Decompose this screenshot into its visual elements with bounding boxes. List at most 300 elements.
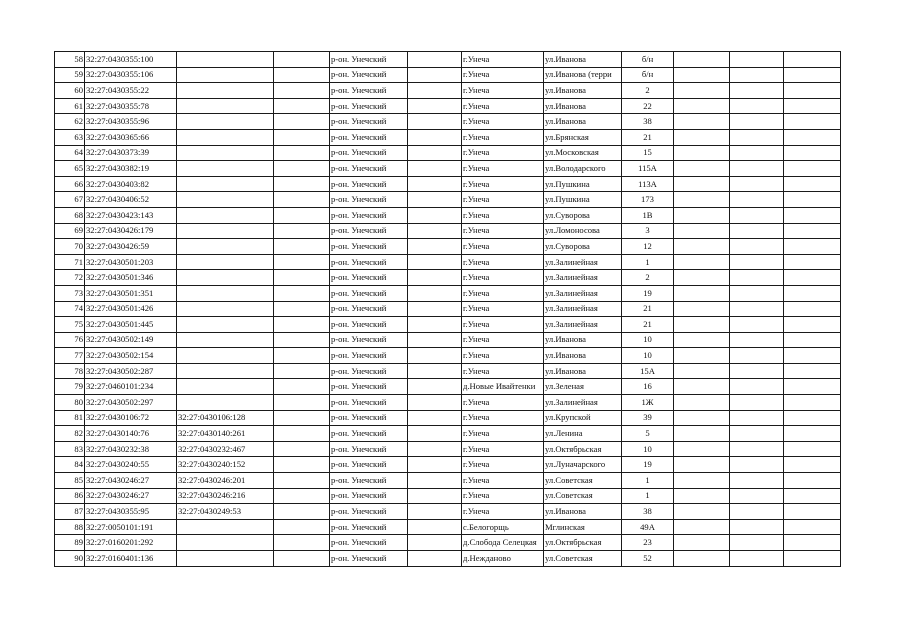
- empty-cell: [408, 207, 462, 223]
- empty-cell: [784, 441, 841, 457]
- street-cell: ул.Ленина: [544, 426, 622, 442]
- house-number-cell: 5: [622, 426, 674, 442]
- cadastral-number-cell: 32:27:0430106:72: [85, 410, 177, 426]
- empty-cell: [408, 379, 462, 395]
- empty-cell: [408, 504, 462, 520]
- empty-cell: [674, 410, 730, 426]
- house-number-cell: 10: [622, 332, 674, 348]
- table-row: [55, 301, 841, 317]
- cadastral-number-cell: 32:27:0430403:82: [85, 176, 177, 192]
- related-cadastral-cell: [177, 254, 274, 270]
- cadastral-number-cell: 32:27:0430355:96: [85, 114, 177, 130]
- house-number-cell: 38: [622, 114, 674, 130]
- related-cadastral-cell: [177, 317, 274, 333]
- locality-cell: г.Унеча: [462, 129, 544, 145]
- empty-cell: [408, 161, 462, 177]
- empty-cell: [274, 410, 330, 426]
- street-cell: ул.Залинейная: [544, 254, 622, 270]
- table-row: [55, 426, 841, 442]
- locality-cell: г.Унеча: [462, 223, 544, 239]
- empty-cell: [408, 317, 462, 333]
- table-row: [55, 504, 841, 520]
- table-row: [55, 52, 841, 68]
- house-number-cell: 23: [622, 535, 674, 551]
- row-number-cell: 82: [55, 426, 85, 442]
- related-cadastral-cell: [177, 379, 274, 395]
- house-number-cell: 19: [622, 285, 674, 301]
- row-number-cell: 90: [55, 551, 85, 567]
- related-cadastral-cell: [177, 145, 274, 161]
- empty-cell: [730, 223, 784, 239]
- locality-cell: г.Унеча: [462, 52, 544, 68]
- empty-cell: [730, 270, 784, 286]
- cadastral-number-cell: 32:27:0460101:234: [85, 379, 177, 395]
- table-row: [55, 239, 841, 255]
- related-cadastral-cell: [177, 67, 274, 83]
- empty-cell: [408, 98, 462, 114]
- row-number-cell: 84: [55, 457, 85, 473]
- empty-cell: [408, 129, 462, 145]
- empty-cell: [674, 363, 730, 379]
- related-cadastral-cell: [177, 52, 274, 68]
- district-cell: р-он. Унечский: [330, 114, 408, 130]
- row-number-cell: 87: [55, 504, 85, 520]
- table-row: [55, 379, 841, 395]
- table-row: [55, 410, 841, 426]
- table-body: [55, 52, 841, 567]
- row-number-cell: 76: [55, 332, 85, 348]
- empty-cell: [408, 145, 462, 161]
- district-cell: р-он. Унечский: [330, 145, 408, 161]
- empty-cell: [784, 176, 841, 192]
- locality-cell: г.Унеча: [462, 332, 544, 348]
- empty-cell: [274, 363, 330, 379]
- empty-cell: [674, 317, 730, 333]
- empty-cell: [730, 254, 784, 270]
- related-cadastral-cell: [177, 192, 274, 208]
- empty-cell: [674, 332, 730, 348]
- empty-cell: [408, 410, 462, 426]
- street-cell: ул.Советская: [544, 488, 622, 504]
- empty-cell: [674, 239, 730, 255]
- table-row: [55, 519, 841, 535]
- related-cadastral-cell: [177, 285, 274, 301]
- street-cell: ул.Залинейная: [544, 285, 622, 301]
- empty-cell: [784, 114, 841, 130]
- empty-cell: [730, 239, 784, 255]
- table-row: [55, 551, 841, 567]
- district-cell: р-он. Унечский: [330, 98, 408, 114]
- empty-cell: [408, 270, 462, 286]
- locality-cell: г.Унеча: [462, 67, 544, 83]
- empty-cell: [274, 114, 330, 130]
- district-cell: р-он. Унечский: [330, 176, 408, 192]
- empty-cell: [274, 395, 330, 411]
- empty-cell: [274, 239, 330, 255]
- district-cell: р-он. Унечский: [330, 457, 408, 473]
- table-row: [55, 83, 841, 99]
- district-cell: р-он. Унечский: [330, 488, 408, 504]
- empty-cell: [730, 301, 784, 317]
- row-number-cell: 62: [55, 114, 85, 130]
- cadastral-number-cell: 32:27:0430355:106: [85, 67, 177, 83]
- house-number-cell: 173: [622, 192, 674, 208]
- row-number-cell: 86: [55, 488, 85, 504]
- cadastral-number-cell: 32:27:0160401:136: [85, 551, 177, 567]
- empty-cell: [674, 176, 730, 192]
- district-cell: р-он. Унечский: [330, 223, 408, 239]
- empty-cell: [784, 395, 841, 411]
- empty-cell: [274, 504, 330, 520]
- table-row: [55, 129, 841, 145]
- empty-cell: [408, 426, 462, 442]
- street-cell: ул.Иванова (терри: [544, 67, 622, 83]
- cadastral-number-cell: 32:27:0430501:351: [85, 285, 177, 301]
- empty-cell: [784, 363, 841, 379]
- row-number-cell: 85: [55, 473, 85, 489]
- empty-cell: [674, 254, 730, 270]
- street-cell: ул.Иванова: [544, 83, 622, 99]
- street-cell: ул.Залинейная: [544, 270, 622, 286]
- empty-cell: [408, 176, 462, 192]
- empty-cell: [408, 301, 462, 317]
- empty-cell: [274, 441, 330, 457]
- empty-cell: [674, 98, 730, 114]
- empty-cell: [274, 223, 330, 239]
- empty-cell: [674, 145, 730, 161]
- locality-cell: г.Унеча: [462, 473, 544, 489]
- empty-cell: [674, 129, 730, 145]
- empty-cell: [274, 52, 330, 68]
- empty-cell: [674, 301, 730, 317]
- empty-cell: [730, 192, 784, 208]
- locality-cell: г.Унеча: [462, 83, 544, 99]
- empty-cell: [274, 488, 330, 504]
- related-cadastral-cell: [177, 114, 274, 130]
- cadastral-number-cell: 32:27:0430140:76: [85, 426, 177, 442]
- empty-cell: [274, 551, 330, 567]
- empty-cell: [784, 473, 841, 489]
- empty-cell: [674, 348, 730, 364]
- empty-cell: [730, 145, 784, 161]
- empty-cell: [674, 52, 730, 68]
- district-cell: р-он. Унечский: [330, 301, 408, 317]
- cadastral-number-cell: 32:27:0430423:143: [85, 207, 177, 223]
- empty-cell: [784, 519, 841, 535]
- table-row: [55, 67, 841, 83]
- related-cadastral-cell: [177, 176, 274, 192]
- house-number-cell: 10: [622, 348, 674, 364]
- empty-cell: [730, 52, 784, 68]
- empty-cell: [274, 332, 330, 348]
- empty-cell: [730, 332, 784, 348]
- district-cell: р-он. Унечский: [330, 67, 408, 83]
- related-cadastral-cell: [177, 363, 274, 379]
- cadastral-number-cell: 32:27:0430232:38: [85, 441, 177, 457]
- empty-cell: [730, 519, 784, 535]
- empty-cell: [784, 207, 841, 223]
- district-cell: р-он. Унечский: [330, 379, 408, 395]
- locality-cell: г.Унеча: [462, 239, 544, 255]
- cadastral-number-cell: 32:27:0430501:203: [85, 254, 177, 270]
- house-number-cell: 52: [622, 551, 674, 567]
- empty-cell: [674, 551, 730, 567]
- row-number-cell: 81: [55, 410, 85, 426]
- empty-cell: [730, 426, 784, 442]
- district-cell: р-он. Унечский: [330, 52, 408, 68]
- empty-cell: [730, 395, 784, 411]
- empty-cell: [408, 535, 462, 551]
- district-cell: р-он. Унечский: [330, 363, 408, 379]
- district-cell: р-он. Унечский: [330, 426, 408, 442]
- row-number-cell: 70: [55, 239, 85, 255]
- related-cadastral-cell: 32:27:0430232:467: [177, 441, 274, 457]
- related-cadastral-cell: [177, 239, 274, 255]
- district-cell: р-он. Унечский: [330, 441, 408, 457]
- table-row: [55, 363, 841, 379]
- empty-cell: [274, 535, 330, 551]
- empty-cell: [730, 410, 784, 426]
- locality-cell: д.Слобода Селецкая: [462, 535, 544, 551]
- locality-cell: г.Унеча: [462, 114, 544, 130]
- empty-cell: [784, 301, 841, 317]
- street-cell: ул.Суворова: [544, 207, 622, 223]
- house-number-cell: 113А: [622, 176, 674, 192]
- empty-cell: [408, 254, 462, 270]
- empty-cell: [408, 348, 462, 364]
- locality-cell: г.Унеча: [462, 488, 544, 504]
- empty-cell: [674, 192, 730, 208]
- empty-cell: [784, 379, 841, 395]
- empty-cell: [408, 239, 462, 255]
- empty-cell: [784, 332, 841, 348]
- row-number-cell: 77: [55, 348, 85, 364]
- house-number-cell: 15А: [622, 363, 674, 379]
- district-cell: р-он. Унечский: [330, 410, 408, 426]
- empty-cell: [730, 348, 784, 364]
- cadastral-number-cell: 32:27:0430502:149: [85, 332, 177, 348]
- empty-cell: [784, 83, 841, 99]
- empty-cell: [784, 239, 841, 255]
- empty-cell: [784, 348, 841, 364]
- empty-cell: [674, 83, 730, 99]
- empty-cell: [730, 161, 784, 177]
- empty-cell: [274, 426, 330, 442]
- street-cell: ул.Володарского: [544, 161, 622, 177]
- table-row: [55, 488, 841, 504]
- district-cell: р-он. Унечский: [330, 317, 408, 333]
- empty-cell: [674, 504, 730, 520]
- row-number-cell: 59: [55, 67, 85, 83]
- house-number-cell: 2: [622, 83, 674, 99]
- empty-cell: [274, 98, 330, 114]
- empty-cell: [730, 363, 784, 379]
- district-cell: р-он. Унечский: [330, 504, 408, 520]
- related-cadastral-cell: 32:27:0430246:201: [177, 473, 274, 489]
- table-row: [55, 223, 841, 239]
- cadastral-number-cell: 32:27:0430501:426: [85, 301, 177, 317]
- table-row: [55, 176, 841, 192]
- empty-cell: [784, 410, 841, 426]
- district-cell: р-он. Унечский: [330, 270, 408, 286]
- table-row: [55, 270, 841, 286]
- locality-cell: г.Унеча: [462, 192, 544, 208]
- table-row: [55, 207, 841, 223]
- empty-cell: [674, 114, 730, 130]
- related-cadastral-cell: 32:27:0430106:128: [177, 410, 274, 426]
- empty-cell: [784, 457, 841, 473]
- empty-cell: [674, 270, 730, 286]
- empty-cell: [274, 83, 330, 99]
- row-number-cell: 80: [55, 395, 85, 411]
- empty-cell: [674, 161, 730, 177]
- empty-cell: [274, 379, 330, 395]
- empty-cell: [674, 441, 730, 457]
- empty-cell: [674, 457, 730, 473]
- table-row: [55, 98, 841, 114]
- cadastral-number-cell: 32:27:0430240:55: [85, 457, 177, 473]
- cadastral-number-cell: 32:27:0430382:19: [85, 161, 177, 177]
- empty-cell: [274, 457, 330, 473]
- related-cadastral-cell: 32:27:0430249:53: [177, 504, 274, 520]
- street-cell: ул.Брянская: [544, 129, 622, 145]
- cadastral-number-cell: 32:27:0430502:154: [85, 348, 177, 364]
- empty-cell: [408, 192, 462, 208]
- empty-cell: [730, 317, 784, 333]
- empty-cell: [784, 426, 841, 442]
- street-cell: ул.Иванова: [544, 52, 622, 68]
- empty-cell: [408, 114, 462, 130]
- row-number-cell: 71: [55, 254, 85, 270]
- cadastral-number-cell: 32:27:0430502:287: [85, 363, 177, 379]
- street-cell: ул.Ломоносова: [544, 223, 622, 239]
- house-number-cell: 115А: [622, 161, 674, 177]
- empty-cell: [408, 519, 462, 535]
- empty-cell: [274, 317, 330, 333]
- empty-cell: [784, 161, 841, 177]
- table-row: [55, 348, 841, 364]
- street-cell: ул.Залинейная: [544, 395, 622, 411]
- house-number-cell: 12: [622, 239, 674, 255]
- empty-cell: [730, 535, 784, 551]
- empty-cell: [274, 129, 330, 145]
- empty-cell: [674, 488, 730, 504]
- empty-cell: [784, 129, 841, 145]
- empty-cell: [730, 114, 784, 130]
- district-cell: р-он. Унечский: [330, 161, 408, 177]
- row-number-cell: 75: [55, 317, 85, 333]
- cadastral-number-cell: 32:27:0430501:445: [85, 317, 177, 333]
- empty-cell: [784, 98, 841, 114]
- empty-cell: [408, 363, 462, 379]
- house-number-cell: 1Ж: [622, 395, 674, 411]
- empty-cell: [784, 145, 841, 161]
- street-cell: ул.Иванова: [544, 98, 622, 114]
- district-cell: р-он. Унечский: [330, 83, 408, 99]
- empty-cell: [730, 473, 784, 489]
- street-cell: ул.Октябрьская: [544, 441, 622, 457]
- empty-cell: [730, 129, 784, 145]
- district-cell: р-он. Унечский: [330, 535, 408, 551]
- empty-cell: [674, 207, 730, 223]
- locality-cell: г.Унеча: [462, 254, 544, 270]
- empty-cell: [730, 379, 784, 395]
- cadastral-number-cell: 32:27:0430373:39: [85, 145, 177, 161]
- table-row: [55, 441, 841, 457]
- house-number-cell: б/н: [622, 52, 674, 68]
- locality-cell: д.Неждановo: [462, 551, 544, 567]
- street-cell: ул.Советская: [544, 473, 622, 489]
- empty-cell: [784, 285, 841, 301]
- street-cell: ул.Залинейная: [544, 301, 622, 317]
- empty-cell: [674, 426, 730, 442]
- row-number-cell: 68: [55, 207, 85, 223]
- empty-cell: [730, 488, 784, 504]
- empty-cell: [784, 270, 841, 286]
- locality-cell: г.Унеча: [462, 207, 544, 223]
- empty-cell: [408, 473, 462, 489]
- street-cell: ул.Иванова: [544, 504, 622, 520]
- empty-cell: [730, 83, 784, 99]
- related-cadastral-cell: [177, 519, 274, 535]
- house-number-cell: 19: [622, 457, 674, 473]
- empty-cell: [784, 551, 841, 567]
- street-cell: ул.Луначарского: [544, 457, 622, 473]
- house-number-cell: 21: [622, 301, 674, 317]
- locality-cell: г.Унеча: [462, 285, 544, 301]
- district-cell: р-он. Унечский: [330, 285, 408, 301]
- cadastral-number-cell: 32:27:0050101:191: [85, 519, 177, 535]
- empty-cell: [274, 192, 330, 208]
- empty-cell: [784, 254, 841, 270]
- street-cell: ул.Пушкина: [544, 176, 622, 192]
- empty-cell: [408, 67, 462, 83]
- cadastral-number-cell: 32:27:0430501:346: [85, 270, 177, 286]
- empty-cell: [274, 270, 330, 286]
- related-cadastral-cell: [177, 129, 274, 145]
- street-cell: ул.Крупской: [544, 410, 622, 426]
- table-row: [55, 161, 841, 177]
- empty-cell: [408, 457, 462, 473]
- empty-cell: [730, 457, 784, 473]
- empty-cell: [408, 488, 462, 504]
- table-row: [55, 254, 841, 270]
- related-cadastral-cell: [177, 270, 274, 286]
- house-number-cell: 21: [622, 317, 674, 333]
- cadastral-number-cell: 32:27:0430502:297: [85, 395, 177, 411]
- empty-cell: [408, 551, 462, 567]
- empty-cell: [730, 285, 784, 301]
- empty-cell: [674, 519, 730, 535]
- empty-cell: [408, 441, 462, 457]
- locality-cell: д.Новые Ивайтенки: [462, 379, 544, 395]
- empty-cell: [274, 161, 330, 177]
- row-number-cell: 69: [55, 223, 85, 239]
- table-row: [55, 317, 841, 333]
- cadastral-number-cell: 32:27:0430246:27: [85, 473, 177, 489]
- district-cell: р-он. Унечский: [330, 348, 408, 364]
- house-number-cell: 49А: [622, 519, 674, 535]
- cadastral-number-cell: 32:27:0430355:78: [85, 98, 177, 114]
- empty-cell: [274, 301, 330, 317]
- locality-cell: г.Унеча: [462, 301, 544, 317]
- locality-cell: г.Унеча: [462, 504, 544, 520]
- row-number-cell: 89: [55, 535, 85, 551]
- cadastral-number-cell: 32:27:0160201:292: [85, 535, 177, 551]
- empty-cell: [408, 83, 462, 99]
- empty-cell: [274, 285, 330, 301]
- house-number-cell: 39: [622, 410, 674, 426]
